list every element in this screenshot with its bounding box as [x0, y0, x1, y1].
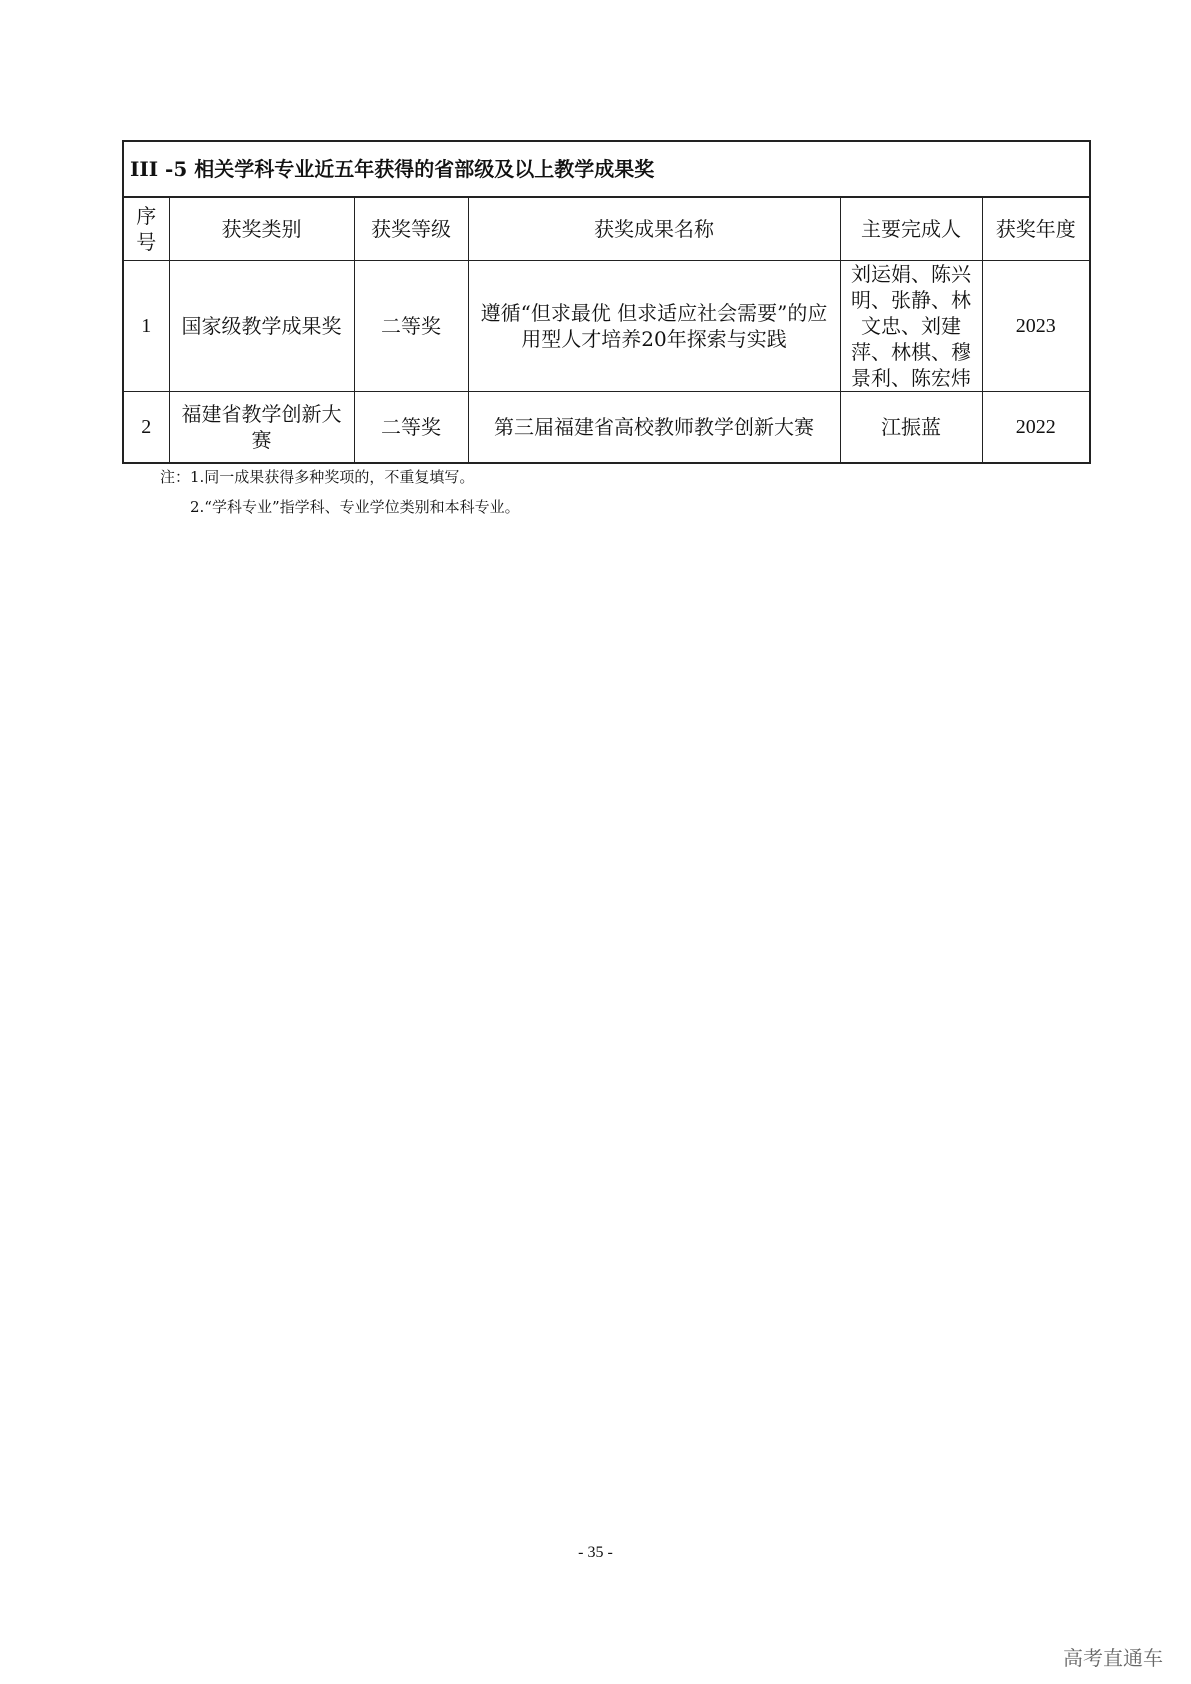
row-name: 第三届福建省高校教师教学创新大赛	[468, 392, 840, 464]
header-people: 主要完成人	[840, 197, 982, 261]
page-number: - 35 -	[578, 1544, 613, 1561]
row-category: 福建省教学创新大赛	[169, 392, 354, 464]
row-index: 1	[123, 261, 169, 392]
table-title: III -5 相关学科专业近五年获得的省部级及以上教学成果奖	[123, 141, 1090, 197]
note-2: 2.“学科专业”指学科、专业学位类别和本科专业。	[190, 498, 520, 516]
header-name: 获奖成果名称	[468, 197, 840, 261]
table-header-row	[123, 197, 1090, 261]
row-name: 遵循“但求最优 但求适应社会需要”的应用型人才培养20年探索与实践	[468, 261, 840, 392]
note-1: 注：1.同一成果获得多种奖项的，不重复填写。	[160, 468, 475, 486]
header-year: 获奖年度	[982, 197, 1090, 261]
row-year: 2023	[982, 261, 1090, 392]
teaching-awards-table	[122, 140, 1091, 464]
header-category: 获奖类别	[169, 197, 354, 261]
table-row	[123, 261, 1090, 392]
row-people: 刘运娟、陈兴明、张静、林文忠、刘建萍、林棋、穆景利、陈宏炜	[840, 261, 982, 392]
watermark-text: 高考直通车	[1063, 1646, 1163, 1670]
table-row	[123, 392, 1090, 464]
row-year: 2022	[982, 392, 1090, 464]
row-people: 江振蓝	[840, 392, 982, 464]
row-level: 二等奖	[354, 261, 468, 392]
row-category: 国家级教学成果奖	[169, 261, 354, 392]
table-notes	[160, 462, 520, 522]
header-level: 获奖等级	[354, 197, 468, 261]
row-index: 2	[123, 392, 169, 464]
header-index: 序号	[123, 197, 169, 261]
table-title-row	[123, 141, 1090, 197]
row-level: 二等奖	[354, 392, 468, 464]
